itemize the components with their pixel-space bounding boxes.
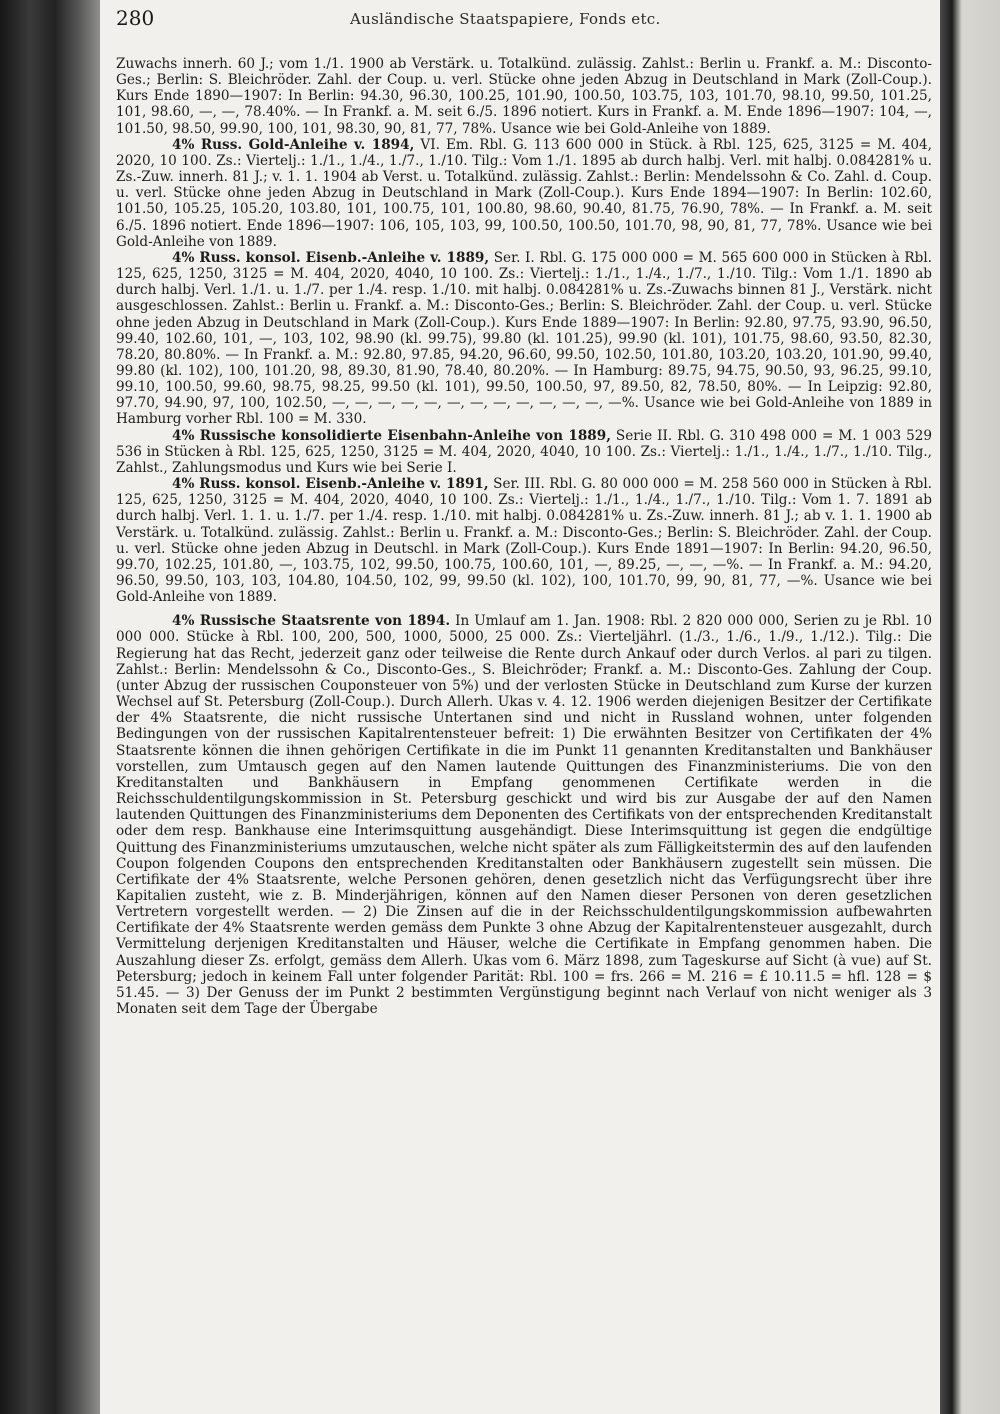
bond-entry: [116, 137, 932, 250]
body-text: [116, 56, 932, 1017]
page-number: 280: [116, 6, 155, 30]
bond-entry-title: 4% Russ. Gold-Anleihe v. 1894,: [172, 136, 415, 153]
bond-entry: [116, 428, 932, 476]
bond-entry-text: Serie II. Rbl. G. 310 498 000 = M. 1 003 529 536 in Stücken à Rbl. 125, 625, 1250, 3125 = M. 404, 2020, 4040, 10 100. Zs.: Viertelj.: 1./1., 1./4., 1./7., 1./10. Tilg., Zahlst., Zahlungsmodus und Kurs wie bei Serie I.: [116, 427, 933, 476]
bond-entry: [116, 250, 932, 428]
bond-entry-title: 4% Russische konsolidierte Eisenbahn-Anleihe von 1889,: [172, 427, 611, 444]
book-page: [100, 0, 940, 1414]
running-head: Ausländische Staatspapiere, Fonds etc.: [350, 10, 661, 28]
bond-entry: [116, 613, 932, 1017]
bond-entry-title: 4% Russische Staatsrente von 1894.: [172, 613, 451, 630]
bond-entry-text: Ser. III. Rbl. G. 80 000 000 = M. 258 560 000 in Stücken à Rbl. 125, 625, 1250, 3125 = M. 404, 2020, 4040, 10 100. Zs.: Viertelj.: 1./1., 1./4., 1./7., 1./10. Tilg.: Vom 1. 7. 1891 ab durch halbj. Verl. 1. 1. u. 1./7. per 1./4. resp. 1./10. mit halbj. 0.084281% u. Zs.-Zuw. innerh. 81 J.; ab v. 1. 1. 1900 ab Verstärk. u. Totalkünd. zulässig. Zahlst.: Berlin u. Frankf. a. M.: Disconto-Ges.; Berlin: S. Bleichröder. Zahl. der Coup. u. verl. Stücke ohne jeden Abzug in Deutschl. in Mark (Zoll-Coup.). Kurs Ende 1891—1907: In Berlin: 94.20, 96.50, 99.70, 102.25, 101.80, —, 103.75, 102, 99.50, 100.75, 100.60, 101, —, 89.25, —, —, —%. — In Frankf. a. M.: 94.20, 96.50, 99.50, 103, 103, 104.80, 104.50, 102, 99, 99.50 (kl. 102), 100, 101.70, 99, 90, 81, 77, —%. Usance wie bei Gold-Anleihe von 1889.: [116, 476, 933, 606]
adjacent-page-edge: [940, 0, 1000, 1414]
paragraph-text: Zuwachs innerh. 60 J.; vom 1./1. 1900 ab Verstärk. u. Totalkünd. zulässig. Zahlst.: Berlin u. Frankf. a. M.: Disconto-Ges.; Berlin: S. Bleichröder. Zahl. der Coup. u. verl. Stücke ohne jeden Abzug in Deutschland in Mark (Zoll-Coup.). Kurs Ende 1890—1907: In Berlin: 94.30, 96.30, 100.25, 101.90, 100.50, 103.75, 103, 101.70, 98.10, 99.50, 101.25, 101, 98.60, —, —, 78.40%. — In Frankf. a. M. seit 6./5. 1896 notiert. Kurs in Frankf. a. M. Ende 1896—1907: 104, —, 101.50, 98.50, 99.90, 100, 101, 98.30, 90, 81, 77, 78%. Usance wie bei Gold-Anleihe von 1889.: [116, 56, 932, 137]
bond-entry-title: 4% Russ. konsol. Eisenb.-Anleihe v. 1889,: [172, 249, 490, 266]
paragraph-continuation: [116, 56, 932, 137]
bond-entry: [116, 476, 932, 605]
bond-entry-text: In Umlauf am 1. Jan. 1908: Rbl. 2 820 000 000, Serien zu je Rbl. 10 000 000. Stücke à Rbl. 100, 200, 500, 1000, 5000, 25 000. Zs.: Vierteljährl. (1./3., 1./6., 1./9., 1./12.). Tilg.: Die Regierung hat das Recht, jederzeit ganz oder teilweise die Rente durch Ankauf oder durch Verlos. al pari zu tilgen. Zahlst.: Berlin: Mendelssohn & Co., Disconto-Ges., S. Bleichröder; Frankf. a. M.: Disconto-Ges. Zahlung der Coup. (unter Abzug der russischen Couponsteuer von 5%) und der verlosten Stücke in Deutschland zum Kurse der kurzen Wechsel auf St. Petersburg (Zoll-Coup.). Durch Allerh. Ukas v. 4. 12. 1906 werden diejenigen Besitzer der Certifikate der 4% Staatsrente, die nicht russische Untertanen sind und nicht in Russland wohnen, unter folgenden Bedingungen von der russischen Kapitalrentensteuer befreit: 1) Die erwähnten Besitzer von Certifikaten der 4% Staatsrente können die ihnen gehörigen Certifikate in die im Punkt 11 genannten Kreditanstalten und Bankhäuser vorstellen, zum Umtausch gegen auf den Namen lautende Quittungen des Finanzministeriums. Die von den Kreditanstalten und Bankhäusern in Empfang genommenen Certifikate werden in die Reichsschuldentilgungskommission in St. Petersburg geschickt und wird bis zur Ausgabe der auf den Namen lautenden Quittungen des Finanzministeriums dem Deponenten des Certifikats von der entsprechenden Kreditanstalt oder dem resp. Bankhause eine Interimsquittung ausgehändigt. Diese Interimsquittung ist gegen die endgültige Quittung des Finanzministeriums umzutauschen, welche nicht später als zum Fälligkeitstermin des auf den laufenden Coupon folgenden Coupons den entsprechenden Kreditanstalten oder Bankhäusern zugestellt sein müssen. Die Certifikate der 4% Staatsrente, welche Personen gehören, denen gesetzlich nicht das Verfügungsrecht über ihre Kapitalien zusteht, wie z. B. Minderjährigen, können auf den Namen dieser Personen von deren gesetzlichen Vertretern vorgestellt werden. — 2) Die Zinsen auf die in der Reichsschuldentilgungskommission aufbewahrten Certifikate der 4% Staatsrente werden gemäss dem Punkte 3 ohne Abzug der Kapitalrentensteuer ausgezahlt, durch Vermittelung derjenigen Kreditanstalten und Häuser, welche die Certifikate in Empfang genommen haben. Die Auszahlung dieser Zs. erfolgt, gemäss dem Allerh. Ukas vom 6. März 1898, zum Tageskurse auf Sicht (à vue) auf St. Petersburg; jedoch in keinem Fall unter folgender Parität: Rbl. 100 = frs. 266 = M. 216 = £ 10.11.5 = hfl. 128 = $ 51.45. — 3) Der Genuss der im Punkt 2 bestimmten Vergünstigung beginnt nach Verlauf von nicht weniger als 3 Monaten seit dem Tage der Übergabe: [116, 613, 932, 1018]
bond-entry-title: 4% Russ. konsol. Eisenb.-Anleihe v. 1891,: [172, 476, 489, 493]
book-binding-edge: [0, 0, 104, 1414]
bond-entry-text: Ser. I. Rbl. G. 175 000 000 = M. 565 600 000 in Stücken à Rbl. 125, 625, 1250, 3125 = M. 404, 2020, 4040, 10 100. Zs.: Viertelj.: 1./1., 1./4., 1./7., 1./10. Tilg.: Vom 1./1. 1890 ab durch halbj. Verl. 1./1. u. 1./7. per 1./4. resp. 1./10. mit halbj. 0.084281% u. Zs.-Zuwachs binnen 81 J., Verstärk. nicht ausgeschlossen. Zahlst.: Berlin u. Frankf. a. M.: Disconto-Ges.; Berlin: S. Bleichröder. Zahl. der Coup. u. verl. Stücke ohne jeden Abzug in Deutschland in Mark (Zoll-Coup.). Kurs Ende 1889—1907: In Berlin: 92.80, 97.75, 93.90, 96.50, 99.40, 102.60, 101, —, 103, 102, 98.90 (kl. 99.75), 99.80 (kl. 101.25), 99.90 (kl. 101), 101.75, 98.60, 93.50, 82.30, 78.20, 80.80%. — In Frankf. a. M.: 92.80, 97.85, 94.20, 96.60, 99.50, 102.50, 101.80, 103.20, 103.20, 101.90, 99.40, 99.80 (kl. 102), 100, 101.20, 98, 89.30, 81.90, 78.40, 80.20%. — In Hamburg: 89.75, 94.75, 90.50, 93, 96.25, 99.10, 99.10, 100.50, 99.60, 98.75, 98.25, 99.50 (kl. 101), 99.50, 100.50, 97, 89.50, 82, 78.50, 80%. — In Leipzig: 92.80, 97.70, 94.90, 97, 100, 102.50, —, —, —, —, —, —, —, —, —, —, —, —, —%. Usance wie bei Gold-Anleihe von 1889 in Hamburg vorher Rbl. 100 = M. 330.: [116, 249, 933, 428]
bond-entry-text: VI. Em. Rbl. G. 113 600 000 in Stück. à Rbl. 125, 625, 3125 = M. 404, 2020, 10 100. Zs.: Viertelj.: 1./1., 1./4., 1./7., 1./10. Tilg.: Vom 1./1. 1895 ab durch halbj. Verl. mit halbj. 0.084281% u. Zs.-Zuw. innerh. 81 J.; v. 1. 1. 1904 ab Verst. u. Totalkünd. zulässig. Zahlst.: Berlin: Mendelssohn & Co. Zahl. d. Coup. u. verl. Stücke ohne jeden Abzug in Deutschland in Mark (Zoll-Coup.). Kurs Ende 1894—1907: In Berlin: 102.60, 101.50, 105.25, 105.20, 103.80, 101, 100.75, 101, 100.80, 98.60, 90.40, 81.75, 76.90, 78%. — In Frankf. a. M. seit 6./5. 1896 notiert. Ende 1896—1907: 106, 105, 103, 99, 100.50, 100.50, 101.70, 98, 90, 81, 77, 78%. Usance wie bei Gold-Anleihe von 1889.: [116, 136, 932, 250]
